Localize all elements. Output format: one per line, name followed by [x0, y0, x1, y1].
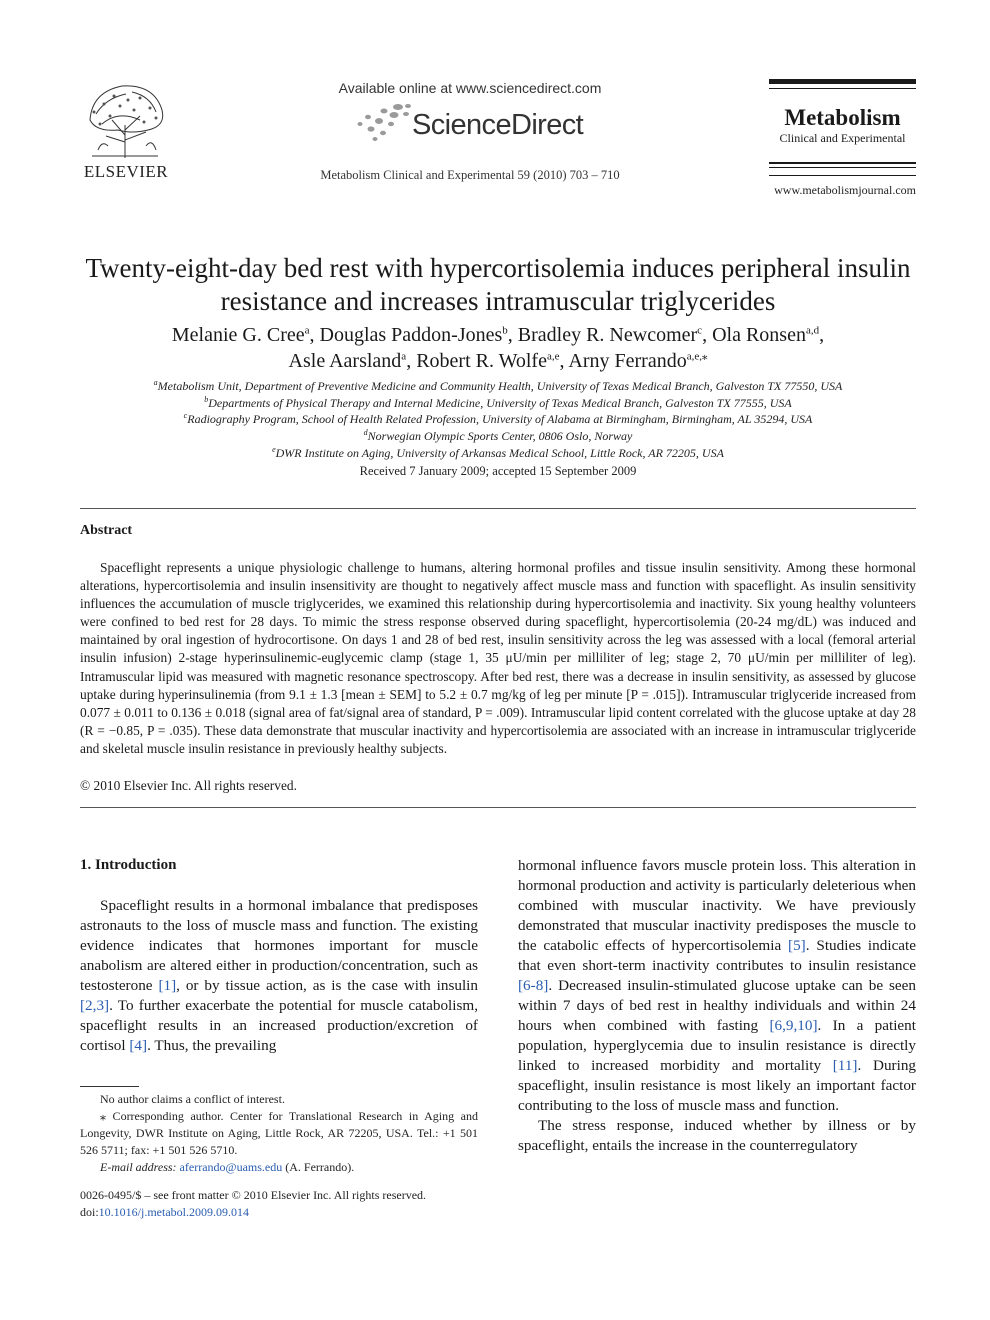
email-owner: (A. Ferrando). [285, 1160, 355, 1174]
author-name: Douglas Paddon-Jones [319, 324, 503, 346]
issn-line: 0026-0495/$ – see front matter © 2010 Elsevier Inc. All rights reserved. [80, 1188, 427, 1202]
citation-link[interactable]: [6-8] [518, 977, 549, 994]
abstract-body: Spaceflight represents a unique physiologic challenge to humans, altering hormonal profiles and tissue insulin sensitivity. Among these hormonal alterations, hypercortisolemia and insulin insensitivity are thought to negatively affect muscle mass and function with spaceflight. As insulin sensitivity influences the accumulation of muscle triglycerides, we examined this relationship during hypercortisolemia and inactivity. Six young healthy volunteers were confined to bed rest for 28 days. To mimic the stress response observed during spaceflight, hypercortisolemia (20-24 mg/dL) was induced and maintained by oral ingestion of hydrocortisone. On days 1 and 28 of bed rest, insulin sensitivity across the leg was assessed with a local (femoral arterial insulin infusion) 2-stage hyperinsulinemic-euglycemic clamp (stage 1, 35 μU/min per milliliter of leg; stage 2, 70 μU/min per milliliter of leg). Intramuscular lipid was measured with magnetic resonance spectroscopy. After bed rest, there was a decrease in insulin sensitivity, as assessed by glucose uptake during hyperinsulinemia (from 9.1 ± 1.3 [mean ± SEM] to 5.2 ± 0.7 mg/kg of leg per minute [P = .015]). Intramuscular triglyceride increased from 0.077 ± 0.011 to 0.136 ± 0.018 (signal area of fat/signal area of standard, P = .009). Intramuscular lipid content correlated with the glucose uptake at day 28 (R = −0.85, P = .035). These data demonstrate that muscular inactivity and hypercortisolemia are associated with an increase in intramuscular triglyceride and skeletal muscle insulin resistance in previously healthy subjects. [80, 560, 916, 756]
citation-link[interactable]: [5] [788, 937, 806, 954]
affiliation-mark: b [204, 394, 209, 404]
sciencedirect-wordmark: ScienceDirect [412, 109, 584, 141]
paragraph: The stress response, induced whether by illness or by spaceflight, entails the increase in the counterregulatory [518, 1117, 916, 1154]
author-affiliation-mark: b [502, 324, 508, 337]
citation-link[interactable]: [11] [832, 1057, 858, 1074]
email-link[interactable]: aferrando@uams.edu [179, 1160, 283, 1174]
affiliation-mark: e [272, 444, 276, 454]
author-name: Robert R. Wolfe [416, 350, 547, 372]
author-affiliation-mark: a,d [805, 324, 820, 337]
footnotes [80, 1091, 478, 1176]
author-affiliation-mark: a [401, 350, 407, 363]
email-footnote [80, 1159, 478, 1176]
affiliation-line [80, 411, 916, 428]
author-affiliation-mark: a,e,⁎ [686, 350, 708, 363]
paragraph: hormonal influence favors muscle protein loss. This alteration in hormonal production and activity is particularly deleterious when combined with muscular inactivity. We have previously demonstrated that muscular inactivity predisposes the muscle to the catabolic effects of hypercortisolemia [5]. Studies indicate that even short-term inactivity contributes to insulin resistance [6-8]. Decreased insulin-stimulated glucose uptake can be seen within 7 days of bed rest in healthy individuals and within 24 hours when combined with fasting [6,9,10]. In a patient population, hyperglycemia due to insulin resistance is directly linked to increased morbidity and mortality [11]. During spaceflight, insulin resistance is most likely an important factor contributing to the loss of muscle mass and function. [518, 857, 917, 1114]
doi-link[interactable]: 10.1016/j.metabol.2009.09.014 [98, 1205, 249, 1219]
left-column-text [80, 896, 478, 1056]
author-affiliation-mark: c [697, 324, 703, 337]
affiliation-mark: a [153, 378, 158, 387]
paragraph: Spaceflight results in a hormonal imbalance that predisposes astronauts to the loss of muscle mass and function. The existing evidence indicates that hormones important for muscle anabolism are altered either in production/concentration, such as testosterone [1], or by tissue action, as is the case with insulin [2,3]. To further exacerbate the potential for muscle catabolism, spaceflight results in an increased production/excretion of cortisol [4]. Thus, the prevailing [80, 897, 478, 1054]
section-heading-introduction: 1. Introduction [80, 857, 177, 873]
citation-link[interactable]: [2,3] [80, 997, 110, 1014]
right-column-text [518, 856, 916, 1156]
doi-line [80, 1204, 500, 1221]
abstract-top-rule [80, 508, 916, 509]
affiliation-mark: d [363, 428, 368, 438]
affiliation-line [80, 395, 916, 412]
journal-citation: Metabolism Clinical and Experimental 59 (2010) 703 – 710 [320, 168, 620, 182]
author-affiliation-mark: a,e [546, 350, 560, 363]
affiliation-text: DWR Institute on Aging, University of Arkansas Medical School, Little Rock, AR 72205, USA [275, 445, 724, 460]
affiliation-text: Departments of Physical Therapy and Internal Medicine, University of Texas Medical Branch, Galveston TX 77555, USA [208, 395, 792, 410]
journal-masthead-rule [769, 79, 916, 84]
affiliation-list [80, 378, 916, 462]
affiliation-line [80, 445, 916, 462]
journal-masthead-rule [769, 162, 916, 164]
conflict-footnote: No author claims a conflict of interest. [100, 1092, 285, 1106]
journal-url-link[interactable]: www.metabolismjournal.com [774, 183, 916, 197]
citation-link[interactable]: [6,9,10] [769, 1017, 818, 1034]
elsevier-tree-icon [82, 80, 168, 160]
abstract-heading: Abstract [80, 523, 133, 538]
article-title: Twenty-eight-day bed rest with hypercortisolemia induces peripheral insulin resistance and increases intramuscular triglycerides [85, 253, 911, 316]
journal-masthead-rule [769, 88, 916, 89]
affiliation-text: Metabolism Unit, Department of Preventive Medicine and Community Health, University of Texas Medical Branch, Galveston TX 77550, USA [157, 379, 843, 393]
author-list: Melanie G. Cree$^a$, Douglas Paddon-Jones$^b$, Bradley R. Newcomer$^c$, Ola Ronsen$^{a,d}$, Asle Aarsland$^a$, Robert R. Wolfe$^{a,e}$, Arny Ferrando$^{a,e,⁎}$ [171, 324, 825, 372]
journal-subtitle: Clinical and Experimental [779, 131, 906, 145]
affiliation-line [80, 428, 916, 445]
author-name: Ola Ronsen [712, 324, 806, 346]
author-name: Bradley R. Newcomer [517, 324, 698, 346]
affiliation-mark: c [183, 411, 188, 421]
author-name: Arny Ferrando [568, 350, 687, 372]
citation-link[interactable]: [1] [158, 977, 177, 994]
received-dates: Received 7 January 2009; accepted 15 September 2009 [359, 464, 637, 478]
publisher-wordmark: ELSEVIER [83, 162, 169, 181]
affiliation-line [80, 378, 916, 395]
journal-title: Metabolism [784, 105, 901, 130]
affiliation-text: Radiography Program, School of Health Related Profession, University of Alabama at Birmingham, Birmingham, AL 35294, USA [187, 412, 813, 427]
author-affiliation-mark: a [304, 324, 310, 337]
sciencedirect-dots-icon [354, 103, 412, 143]
elsevier-logo [80, 80, 172, 180]
author-name: Asle Aarsland [288, 350, 402, 372]
citation-link[interactable]: [4] [129, 1037, 148, 1054]
issn-doi-block [80, 1187, 500, 1221]
corresponding-author-footnote: ⁎ Corresponding author. Center for Translational Research in Aging and Longevity, DWR Institute on Aging, Little Rock, AR 72205, USA. Tel.: +1 501 526 5711; fax: +1 501 526 5710. [80, 1109, 478, 1157]
available-online-text: Available online at www.sciencedirect.com [338, 80, 602, 96]
author-name: Melanie G. Cree [171, 324, 305, 346]
journal-masthead-rule [769, 167, 916, 168]
journal-masthead-rule [769, 175, 916, 176]
abstract-bottom-rule [80, 807, 916, 808]
email-label: E-mail address: [100, 1160, 177, 1174]
sciencedirect-logo[interactable] [354, 103, 594, 147]
affiliation-text: Norwegian Olympic Sports Center, 0806 Oslo, Norway [367, 429, 633, 444]
copyright-notice: © 2010 Elsevier Inc. All rights reserved. [80, 778, 297, 793]
footnote-rule [80, 1086, 139, 1087]
doi-prefix: doi: [80, 1205, 99, 1219]
